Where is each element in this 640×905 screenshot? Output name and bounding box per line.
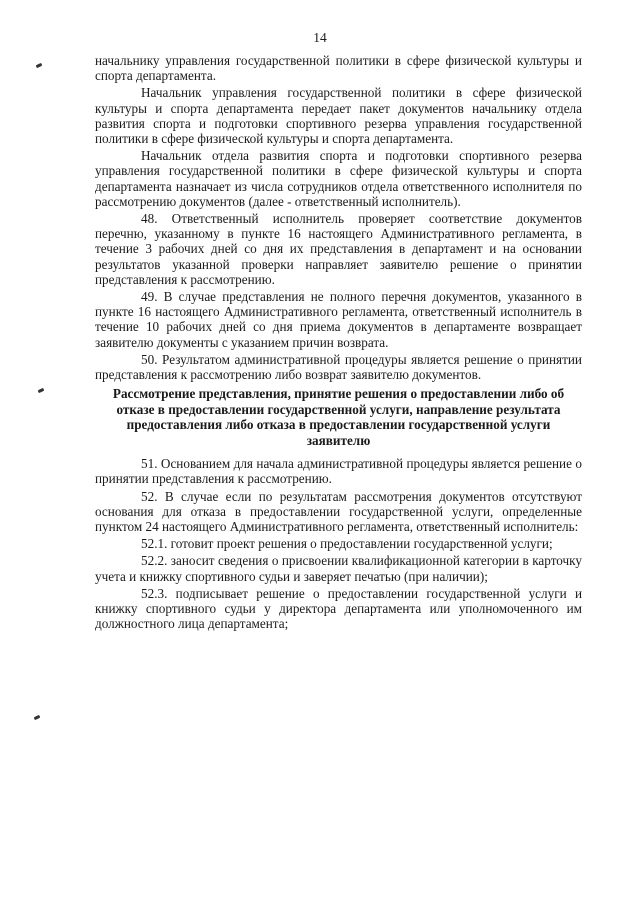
scan-mark [38, 388, 45, 393]
paragraph-50: 50. Результатом административной процедуры является решение о принятии представления к рассмотрению либо возврат заявителю документов. [95, 351, 582, 383]
scan-mark [36, 63, 43, 68]
paragraph-51: 51. Основанием для начала административной процедуры является решение о принятии представления к рассмотрению. [95, 456, 582, 487]
paragraph-48: 48. Ответственный исполнитель проверяет соответствие документов перечню, указанному в пункте 16 настоящего Административного регламента, в течение 3 рабочих дней со дня их представления в департамент и на основании результатов указанной проверки направляет заявителю решение о принятии представления к рассмотрению. [95, 211, 582, 287]
paragraph-52-1: 52.1. готовит проект решения о предоставлении государственной услуги; [141, 536, 553, 552]
document-body [95, 53, 582, 632]
section-heading: Рассмотрение представления, принятие решения о предоставлении либо об отказе в предоставлении государственной услуги, направление результата предоставления либо отказа в предоставлении государственной услуги заявителю [112, 386, 565, 448]
paragraph: Начальник отдела развития спорта и подготовки спортивного резерва управления государственной политики в сфере физической культуры и спорта департамента назначает из числа сотрудников отдела ответственного исполнителя по рассмотрению документов (далее - ответственный исполнитель). [95, 148, 582, 209]
page-number: 14 [313, 30, 327, 45]
paragraph: начальнику управления государственной политики в сфере физической культуры и спорта департамента. [95, 53, 582, 84]
scan-mark [34, 715, 41, 720]
paragraph: Начальник управления государственной политики в сфере физической культуры и спорта департамента передает пакет документов начальнику отдела развития спорта и подготовки спортивного резерва управления государственной политики в сфере физической культуры и спорта департамента. [95, 85, 582, 147]
paragraph-49: 49. В случае представления не полного перечня документов, указанного в пункте 16 настоящего Административного регламента, ответственный исполнитель в течение 10 рабочих дней со дня приема документов в департаменте возвращает заявителю документы с указанием причин возврата. [95, 289, 582, 350]
paragraph-52-3: 52.3. подписывает решение о предоставлении государственной услуги и книжку спортивного судьи у директора департамента или уполномоченного им должностного лица департамента; [95, 585, 582, 632]
paragraph-52: 52. В случае если по результатам рассмотрения документов отсутствуют основания для отказа в предоставлении государственной услуги, определенные пунктом 24 настоящего Административного регламента, ответственный исполнитель: [95, 488, 582, 535]
paragraph-52-2: 52.2. заносит сведения о присвоении квалификационной категории в карточку учета и книжку спортивного судьи и заверяет печатью (при наличии); [95, 553, 582, 584]
